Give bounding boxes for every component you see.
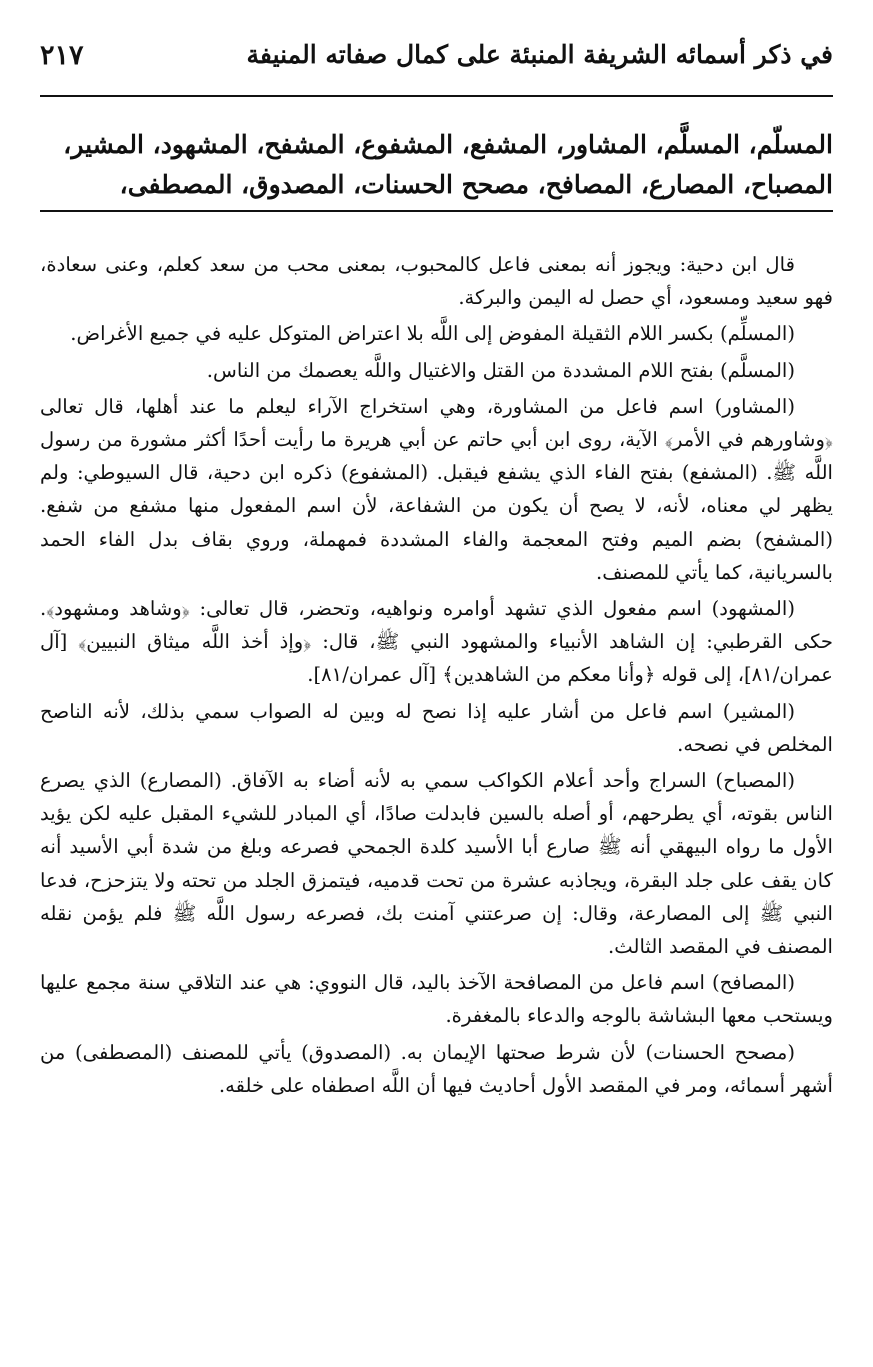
- paragraph: (المسلِّم) بكسر اللام الثقيلة المفوض إلى اللَّه بلا اعتراض المتوكل عليه في جميع الأغراض.: [70, 322, 795, 346]
- paragraph: قال ابن دحية: ويجوز أنه بمعنى فاعل كالمحبوب، بمعنى محب من سعد كعلم، وعنى سعادة، فهو سعيد ومسعود، أي حصل له اليمن والبركة.: [40, 253, 833, 310]
- paragraph: (المشهود) اسم مفعول الذي تشهد أوامره ونواهيه، وتحضر، قال تعالى: ﴿وشاهد ومشهود﴾. حكى القرطبي: إن الشاهد الأنبياء والمشهود النبي ﷺ، قال: ﴿وإذ أخذ اللَّه ميثاق النبيين﴾ [آل عمران/٨١]، إلى قوله ﴿وأنا معكم من الشاهدين﴾ [آل عمران/٨١].: [40, 597, 833, 687]
- names-line: المسلّم، المسلَّم، المشاور، المشفع، المشفوع، المشفح، المشهود، المشير،: [63, 130, 833, 159]
- page-number: ٢١٧: [40, 40, 84, 71]
- commentary-text: [40, 248, 833, 1102]
- names-list: [40, 125, 833, 205]
- paragraph: (المشير) اسم فاعل من أشار عليه إذا نصح له وبين له الصواب سمي بذلك، لأنه الناصح المخلص في نصحه.: [40, 699, 833, 756]
- names-rule: [40, 210, 833, 212]
- paragraph: (مصحح الحسنات) لأن شرط صحتها الإيمان به. (المصدوق) يأتي للمصنف (المصطفى) من أشهر أسمائه، ومر في المقصد الأول أحاديث فيها أن اللَّه اصطفاه على خلقه.: [40, 1040, 833, 1097]
- paragraph: (المشاور) اسم فاعل من المشاورة، وهي استخراج الآراء ليعلم ما عند أهلها، قال تعالى ﴿وشاورهم في الأمر﴾ الآية، روى ابن أبي حاتم عن أبي هريرة ما رأيت أحدًا أكثر مشورة من رسول اللَّه ﷺ. (المشفع) بفتح الفاء الذي يشفع فيقبل. (المشفوع) ذكره ابن دحية، قال السيوطي: ولم يظهر لي معناه، لأنه، لا يصح أن يكون من الشفاعة، لأن اسم المفعول منها مشفع من شفع. (المشفح) بضم الميم وفتح المعجمة والفاء المشددة فمهملة، وروي بقاف بدل الفاء الحمد بالسريانية، كما يأتي للمصنف.: [40, 394, 833, 584]
- header-rule: [40, 95, 833, 97]
- paragraph: (المسلَّم) بفتح اللام المشددة من القتل والاغتيال واللَّه يعصمك من الناس.: [206, 358, 795, 382]
- page-header: [40, 40, 833, 80]
- names-line: المصباح، المصارع، المصافح، مصحح الحسنات، المصدوق، المصطفى،: [119, 170, 833, 199]
- paragraph: (المصباح) السراج وأحد أعلام الكواكب سمي به لأنه أضاء به الآفاق. (المصارع) الذي يصرع الناس بقوته، أي يطرحهم، أو أصله بالسين فابدلت صادًا، أي المبادر للشيء المقبل عليه لكن يؤيد الأول ما رواه البيهقي أنه ﷺ صارع أبا الأسيد كلدة الجمحي فصرعه وبلغ من شدة أبي الأسيد أنه كان يقف على جلد البقرة، ويجاذبه عشرة من تحت قدميه، فيتمزق الجلد من تحته ولا يتزحزح، فدعا النبي ﷺ إلى المصارعة، وقال: إن صرعتني آمنت بك، فصرعه رسول اللَّه ﷺ فلم يؤمن نقله المصنف في المقصد الثالث.: [40, 769, 833, 959]
- paragraph: (المصافح) اسم فاعل من المصافحة الآخذ باليد، قال النووي: هي عند التلاقي سنة مجمع عليها ويستحب معها البشاشة بالوجه والدعاء بالمغفرة.: [40, 971, 833, 1028]
- running-title: في ذكر أسمائه الشريفة المنبئة على كمال صفاته المنيفة: [246, 40, 833, 69]
